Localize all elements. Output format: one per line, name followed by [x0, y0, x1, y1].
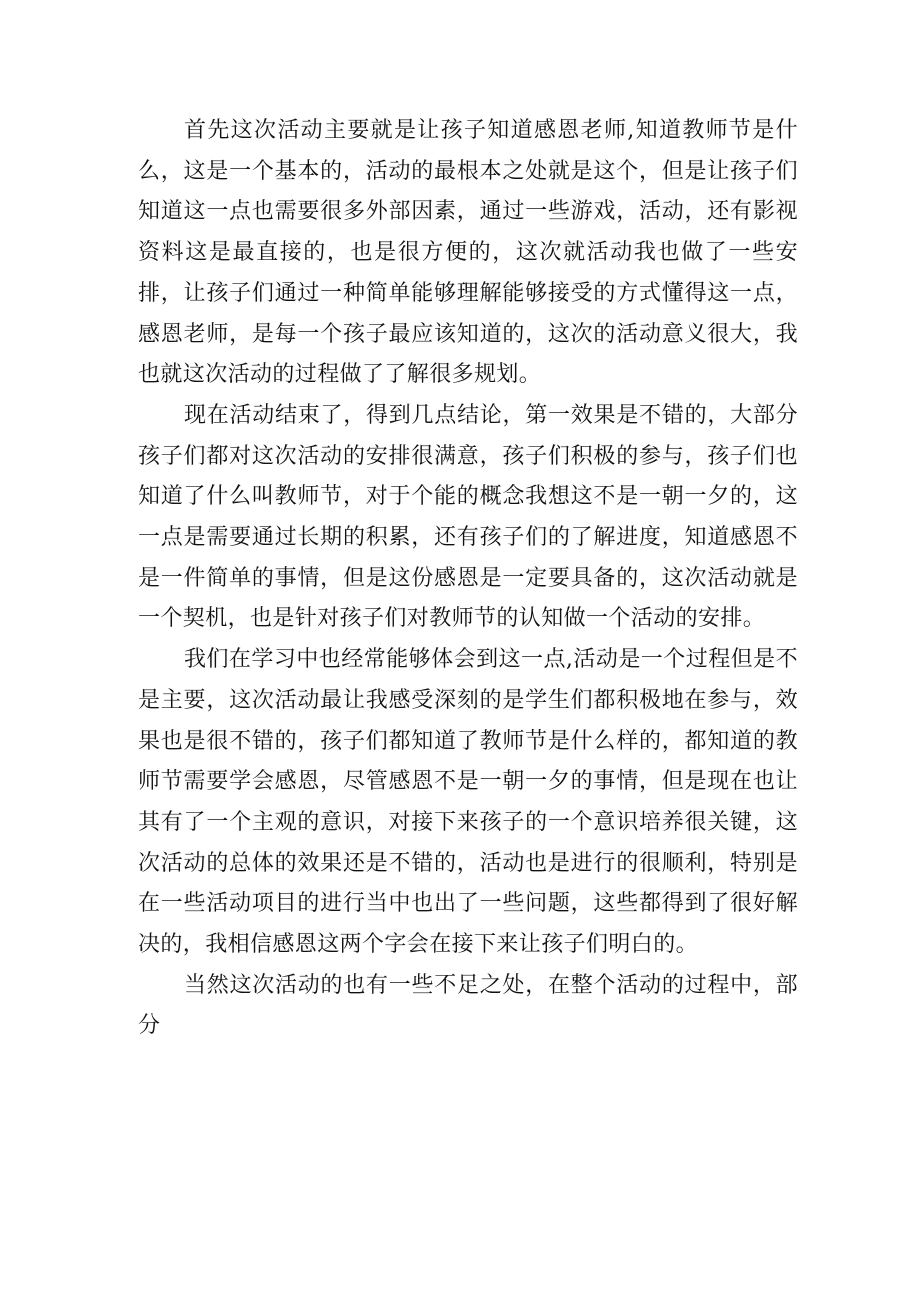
paragraph-4: 当然这次活动的也有一些不足之处，在整个活动的过程中，部分: [138, 972, 798, 1039]
paragraph-3: 我们在学习中也经常能够体会到这一点,活动是一个过程但是不是主要，这次活动最让我感受深刻的是学生们都积极地在参与，效果也是很不错的，孩子们都知道了教师节是什么样的，都知道的教师节需要学会感恩，尽管感恩不是一朝一夕的事情，但是现在也让其有了一个主观的意识，对接下来孩子的一个意识培养很关键，这次活动的总体的效果还是不错的，活动也是进行的很顺利，特别是在一些活动项目的进行当中也出了一些问题，这些都得到了很好解决的，我相信感恩这两个字会在接下来让孩子们明白的。: [138, 647, 798, 958]
paragraph-2: 现在活动结束了，得到几点结论，第一效果是不错的，大部分孩子们都对这次活动的安排很满意，孩子们积极的参与，孩子们也知道了什么叫教师节，对于个能的概念我想这不是一朝一夕的，这一点是需要通过长期的积累，还有孩子们的了解进度，知道感恩不是一件简单的事情，但是这份感恩是一定要具备的，这次活动就是一个契机，也是针对孩子们对教师节的认知做一个活动的安排。: [138, 402, 798, 632]
document-body: [138, 111, 798, 1047]
paragraph-1: 首先这次活动主要就是让孩子知道感恩老师,知道教师节是什么，这是一个基本的，活动的最根本之处就是这个，但是让孩子们知道这一点也需要很多外部因素，通过一些游戏，活动，还有影视资料这是最直接的，也是很方便的，这次就活动我也做了一些安排，让孩子们通过一种简单能够理解能够接受的方式懂得这一点，感恩老师，是每一个孩子最应该知道的，这次的活动意义很大，我也就这次活动的过程做了了解很多规划。: [138, 118, 798, 388]
